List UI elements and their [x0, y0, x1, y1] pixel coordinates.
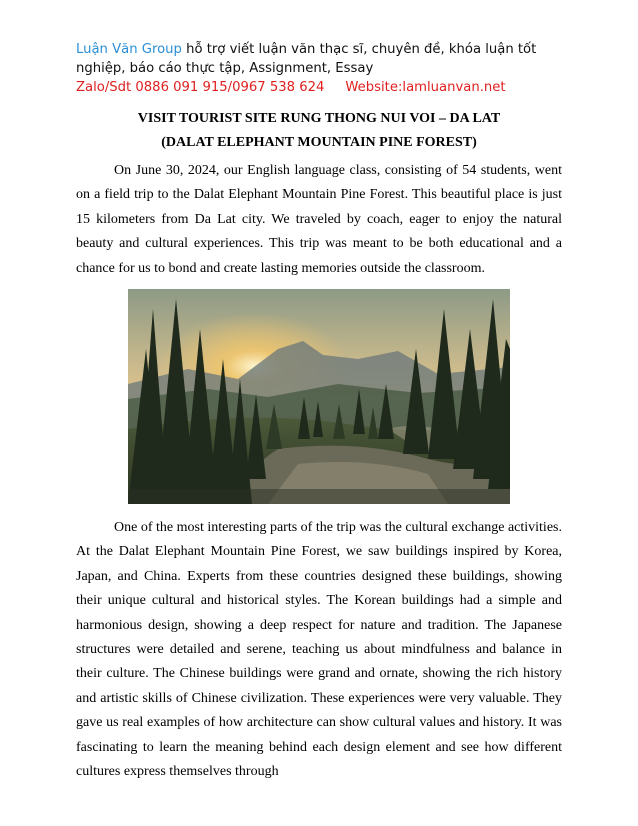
pine-forest-photo	[128, 289, 510, 504]
document-title-line-2: (DALAT ELEPHANT MOUNTAIN PINE FOREST)	[161, 135, 477, 150]
header-contact-line	[76, 78, 576, 97]
header-contact: Zalo/Sdt 0886 091 915/0967 538 624	[76, 80, 325, 95]
paragraph-1: On June 30, 2024, our English language class, consisting of 54 students, went on a field trip to the Dalat Elephant Mountain Pine Forest. This beautiful place is just 15 kilometers from Da Lat city. We traveled by coach, eager to enjoy the natural beauty and cultural experiences. This trip was meant to be both educational and a chance for us to bond and create lasting memories outside the classroom.	[76, 163, 562, 276]
header-brand: Luận Văn Group	[76, 42, 182, 57]
page-header	[76, 40, 576, 97]
paragraph-2: One of the most interesting parts of the trip was the cultural exchange activities. At the Dalat Elephant Mountain Pine Forest, we saw buildings inspired by Korea, Japan, and China. Experts from these countries designed these buildings, showing their unique cultural and historical styles. The Korean buildings had a simple and harmonious design, showing a deep respect for nature and tradition. The Japanese structures were detailed and serene, teaching us about mindfulness and balance in their culture. The Chinese buildings were grand and ornate, showing the rich history and artistic skills of Chinese civilization. These experiences were very valuable. They gave us real examples of how architecture can show cultural values and history. It was fascinating to learn the meaning behind each design element and see how different cultures express themselves through	[76, 520, 562, 780]
header-line-1	[76, 40, 576, 78]
document-title-line-1: VISIT TOURIST SITE RUNG THONG NUI VOI – DA LAT	[137, 111, 501, 126]
header-website: Website:lamluanvan.net	[345, 80, 506, 95]
header-tagline: hỗ trợ viết luận văn thạc sĩ, chuyên đề, khóa luận tốt nghiệp, báo cáo thực tập, Assignment, Essay	[76, 42, 537, 76]
